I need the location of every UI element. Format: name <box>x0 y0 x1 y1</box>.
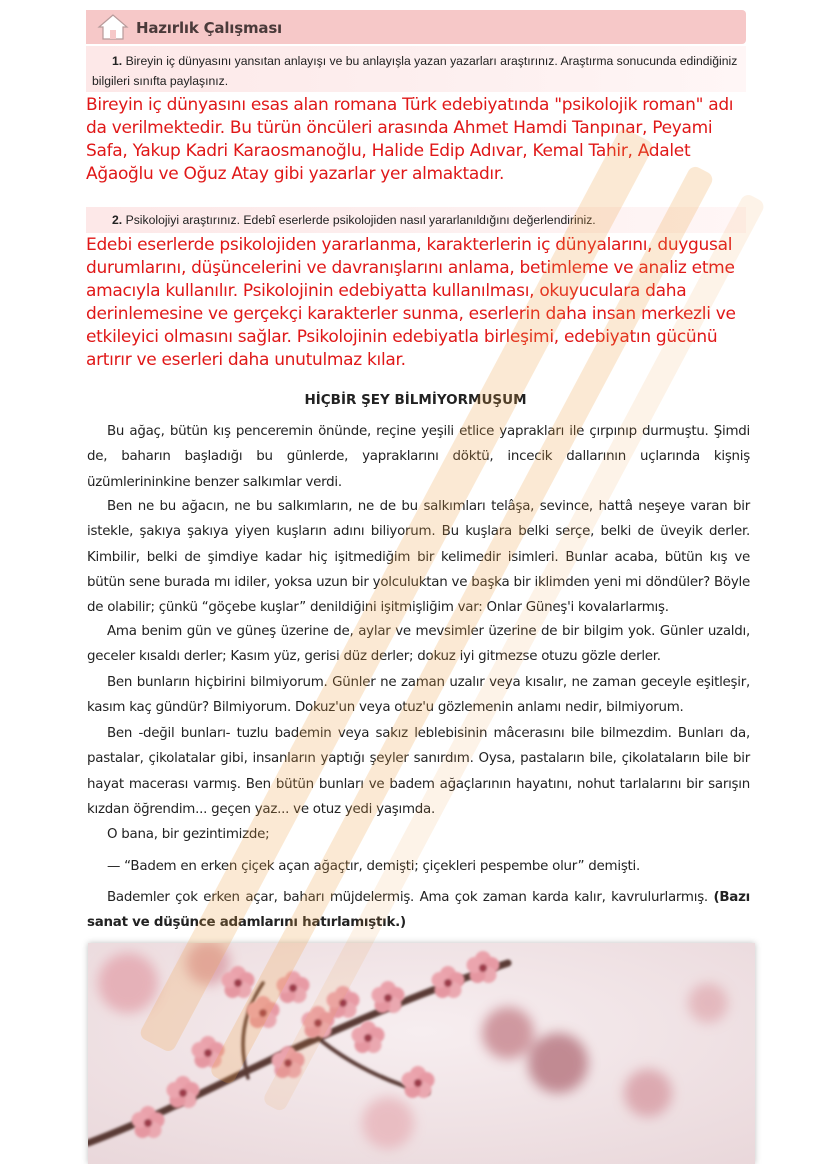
story-paragraph: O bana, bir gezintimizde; <box>107 827 270 842</box>
question-1 <box>92 51 742 91</box>
story-last-paragraph-bold: (Bazı sanat ve düşünce adamlarını hatırlamıştık.) <box>87 890 750 931</box>
answer-2: Edebi eserlerde psikolojiden yararlanma, karakterlerin iç dünyalarını, duygusal durumlarını, düşüncelerini ve davranışlarını anlama, betimleme ve analiz etme amacıyla kullanılır. Psikolojinin edebiyatta kullanılması, okuyuculara daha derinlemesine ve gerçekçi karakterler sunma, eserlerin daha insan merkezli ve etkileyici olmasını sağlar. Psikolojinin edebiyatla birleşimi, edebiyatın gücünü artırır ve eserleri daha unutulmaz kılar. <box>86 235 736 370</box>
question-1-number: 1. <box>112 54 123 68</box>
section-title: Hazırlık Çalışması <box>136 19 282 37</box>
story-last-paragraph <box>87 885 750 936</box>
story-paragraph: Bu ağaç, bütün kış penceremin önünde, reçine yeşili etlice yaprakları ile çırpınıp durmuştu. Şimdi de, baharın başladığı bu günlerde, yapraklarını döktü, incecik dallarının uçlarında kişniş üzümlerininkine benzer salkımlar verdi. <box>87 424 750 490</box>
question-2-text: Psikolojiyi araştırınız. Edebî eserlerde psikolojiden nasıl yararlanıldığını değerlendiriniz. <box>125 213 596 227</box>
story-paragraph: Ben ne bu ağacın, ne bu salkımların, ne de bu salkımları telâşa, sevince, hattâ neşeye varan bir istekle, şakıya şakıya yiyen kuşların adını biliyorum. Bu kuşlara belki serçe, belki de üveyik derler. Kimbilir, belki de şimdiye kadar hiç işitmediğim bir kelimedir isimleri. Bunlar acaba, bütün kış ve bütün sene burada mı idiler, yoksa uzun bir yolculuktan ve başka bir iklimden yeni mi döndüler? Böyle de olabilir; çünkü “göçebe kuşlar” denildiğini işitmişliğim var: Onlar Güneş'i kovalarlarmış. <box>87 499 750 616</box>
story-paragraph: Ben -değil bunları- tuzlu bademin veya sakız leblebisinin mâcerasını bile bilmezdim. Bunları da, pastalar, çikolatalar gibi, insanların yaptığı şeyler sanırdım. Oysa, pastaların bile, çikolataların bile bir hayat macerası varmış. Ben bütün bunları ve badem ağaçlarının hayatını, nohut tarlalarını bir sarışın kızdan öğrendim... geçen yaz... ve otuz yedi yaşımda. <box>87 726 750 817</box>
story-dialogue: — “Badem en erken çiçek açan ağaçtır, demişti; çiçekleri pespembe olur” demişti. <box>107 859 641 874</box>
blossom-illustration <box>88 943 755 1164</box>
story-last-paragraph-text: Bademler çok erken açar, baharı müjdelermiş. Ama çok zaman karda kalır, kavrulurlarmış. <box>107 890 708 905</box>
question-2 <box>92 210 742 230</box>
story-paragraph: Ama benim gün ve güneş üzerine de, aylar ve mevsimler üzerine de bir bilgim yok. Günler uzaldı, geceler kısaldı derler; Kasım yüz, gerisi düz derler; dokuz iyi gitmezse otuzu gözle derler. <box>87 624 750 665</box>
answer-1: Bireyin iç dünyasını esas alan romana Türk edebiyatında "psikolojik roman" adı da verilmektedir. Bu türün öncüleri arasında Ahmet Hamdi Tanpınar, Peyami Safa, Yakup Kadri Karaosmanoğlu, Halide Edip Adıvar, Kemal Tahir, Adalet Ağaoğlu ve Oğuz Atay gibi yazarlar yer almaktadır. <box>86 95 734 184</box>
house-icon <box>96 12 130 42</box>
question-2-number: 2. <box>112 213 123 227</box>
story-title: HİÇBİR ŞEY BİLMİYORMUŞUM <box>304 392 527 408</box>
question-1-text: Bireyin iç dünyasını yansıtan anlayışı ve bu anlayışla yazan yazarları araştırınız. Araştırma sonucunda edindiğiniz bilgileri sınıfta paylaşınız. <box>92 54 738 88</box>
almond-blossom-photo <box>88 943 755 1164</box>
story-paragraph: Ben bunların hiçbirini bilmiyorum. Günler ne zaman uzalır veya kısalır, ne zaman geceyle eşitleşir, kasım kaç gündür? Bilmiyorum. Dokuz'un veya otuz'u gözlemenin anlamı nedir, bilmiyorum. <box>87 675 750 716</box>
